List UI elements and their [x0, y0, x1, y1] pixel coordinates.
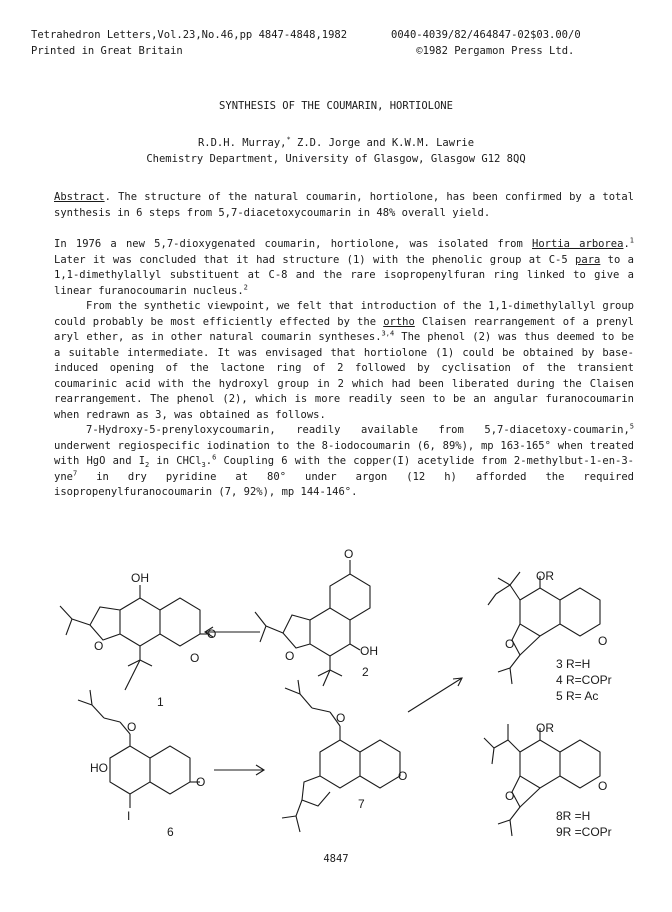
author-murray: R.D.H. Murray, — [197, 137, 287, 149]
label-o-3b: O — [598, 634, 608, 648]
para-term: para — [575, 253, 601, 266]
corresponding-mark: * — [286, 135, 291, 144]
compound-label-3: 3 R=H — [556, 657, 591, 671]
label-o-1: O — [94, 639, 104, 653]
structure-8 — [484, 721, 612, 839]
label-o-3: O — [505, 637, 515, 651]
abstract-text: . The structure of the natural coumarin, hortiolone, has been confirmed by a total synthesis in 6 steps from 5,7-diacetoxycoumarin in 48% overall yield. — [54, 191, 634, 219]
label-oh-1: OH — [131, 571, 149, 585]
structure-7 — [282, 680, 407, 832]
label-o-2b: O — [285, 649, 295, 663]
label-o-7: O — [336, 711, 346, 725]
structure-3 — [488, 569, 612, 703]
printed-in: Printed in Great Britain — [31, 44, 183, 57]
ref-3-4: 3,4 — [381, 329, 395, 338]
copyright: ©1982 Pergamon Press Ltd. — [416, 44, 575, 57]
label-o-1b: O — [207, 627, 217, 641]
label-o-7b: O — [398, 769, 408, 783]
label-o-6: O — [127, 720, 137, 734]
label-ho-6: HO — [90, 761, 108, 775]
page-number: 4847 — [323, 853, 349, 865]
label-or-8: OR — [536, 721, 554, 735]
label-i-6: I — [127, 809, 131, 823]
compound-label-5: 5 R= Ac — [556, 689, 599, 703]
compound-label-8: 8R =H — [556, 809, 591, 823]
compound-label-9: 9R =COPr — [556, 825, 612, 839]
ortho-term: ortho — [383, 315, 415, 328]
label-o-2: O — [344, 547, 354, 561]
compound-label-4: 4 R=COPr — [556, 673, 612, 687]
structure-1 — [60, 571, 216, 709]
label-o-1c: O — [190, 651, 200, 665]
ref-7: 7 — [72, 469, 78, 477]
arrow-7-to-3 — [408, 678, 462, 712]
ref-6: 6 — [212, 453, 217, 462]
label-o-8: O — [505, 789, 515, 803]
issn-code: 0040-4039/82/464847-02$03.00/0 — [391, 29, 581, 41]
label-o-6b: O — [196, 775, 206, 789]
compound-label-2: 2 — [362, 665, 369, 679]
label-oh-2: OH — [360, 644, 378, 658]
compound-label-7: 7 — [358, 797, 365, 811]
species-name: Hortia arborea — [532, 238, 624, 250]
paragraph-3: 7-Hydroxy-5-prenyloxycoumarin, readily available from 5,7-diacetoxy-coumarin,$^5$ underwent regiospecific iodination to the 8-iodocoumarin (6, 89%), mp 163-165° when treated with HgO and $I_2$ in CHCl$_3$.$^6$ Coupling 6 with the copper(I) acetylide from 2-methylbut-1-en-3-yne$^7$ in dry pyridine at 80° under argon (12 h) afforded the required isopropenylfuranocoumarin (7, 92%), mp 144-146°. — [54, 422, 634, 498]
label-o-8b: O — [598, 779, 608, 793]
ref-2: 2 — [243, 283, 248, 291]
coauthors: Z.D. Jorge and K.W.M. Lawrie — [290, 137, 475, 149]
ref-5: 5 — [629, 422, 634, 431]
ref-1: 1 — [629, 236, 634, 245]
abstract-label: Abstract — [54, 191, 105, 203]
label-or-3: OR — [536, 569, 554, 583]
compound-label-1: 1 — [157, 695, 164, 709]
journal-citation: Tetrahedron Letters,Vol.23,No.46,pp 4847-4848,1982 — [31, 29, 348, 41]
paragraph-1: In 1976 a new 5,7-dioxygenated coumarin, hortiolone, was isolated from Hortia arborea.$^1$ Later it was concluded that it had structure (1) with the phenolic group at C-5 para to a 1,1-dimethylallyl substituent at C-8 and the rare isopropenylfuran ring linked to give a linear furanocoumarin nucleus.$^2$ — [54, 236, 634, 297]
paper-title: SYNTHESIS OF THE COUMARIN, HORTIOLONE — [219, 100, 453, 112]
compound-label-6: 6 — [167, 825, 174, 839]
paragraph-2: From the synthetic viewpoint, we felt that introduction of the 1,1-dimethylallyl group could probably be most efficiently effected by the ortho Claisen rearrangement of a prenyl aryl ether, as in other natural coumarin syntheses.$^{3,4}$ The phenol (2) was thus deemed to be a suitable intermediate. It was envisaged that hortiolone (1) could be obtained by base-induced opening of the lactone ring of 2 followed by cyclisation of the transient coumarinic acid with the hydroxyl group in 2 which had been liberated during the Claisen rearrangement. The phenol (2), which is more readily seen to be an angular furanocoumarin when redrawn as 3, was obtained as follows. — [54, 300, 634, 421]
affiliation: Chemistry Department, University of Glasgow, Glasgow G12 8QQ — [146, 153, 526, 165]
structure-6 — [78, 690, 205, 839]
structure-2 — [255, 547, 378, 686]
